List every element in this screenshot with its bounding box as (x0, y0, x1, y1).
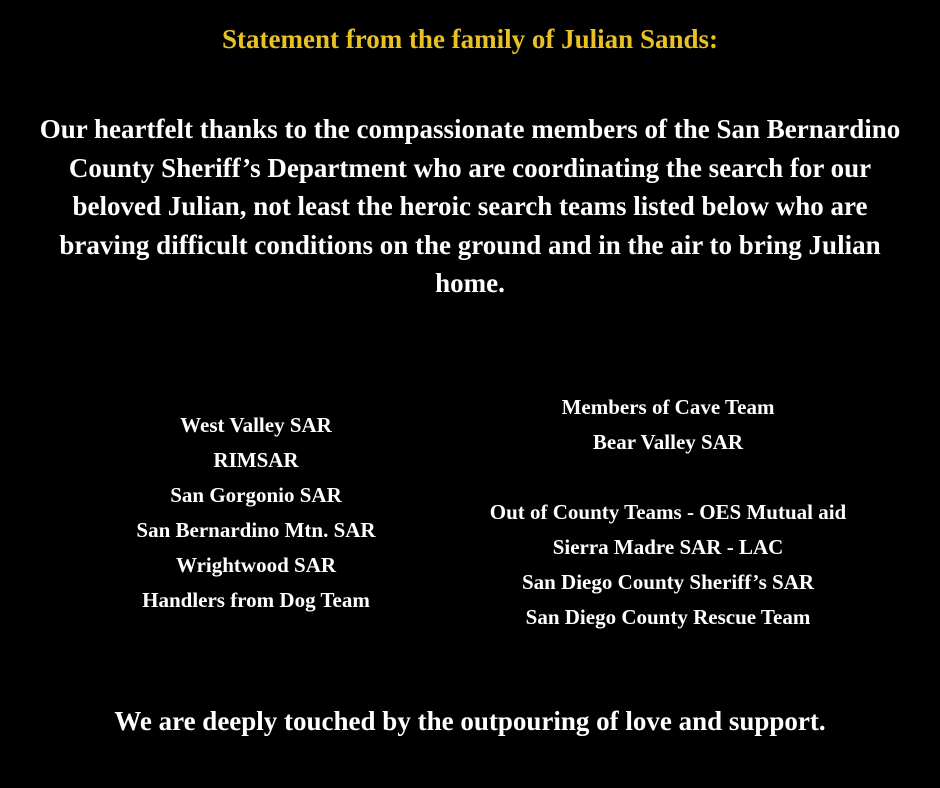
list-spacer (438, 460, 898, 495)
team-item: West Valley SAR (180, 413, 332, 437)
team-item: Wrightwood SAR (175, 553, 337, 577)
intro-paragraph: Our heartfelt thanks to the compassionate members of the San Bernardino County Sheriff’s Department who are coordinating the search for our beloved Julian, not least the heroic search teams listed below who are braving difficult conditions on the ground and in the air to bring Julian home. (39, 114, 901, 298)
team-item: San Gorgonio SAR (170, 483, 342, 507)
team-group-heading: Out of County Teams - OES Mutual aid (489, 500, 847, 524)
team-item: Handlers from Dog Team (142, 588, 370, 612)
statement-title: Statement from the family of Julian Sands: (222, 24, 718, 54)
team-item: RIMSAR (213, 448, 299, 472)
right-team-list (438, 390, 898, 635)
team-item: San Diego County Sheriff’s SAR (521, 570, 815, 594)
team-item: San Diego County Rescue Team (525, 605, 811, 629)
closing-statement: We are deeply touched by the outpouring of love and support. (114, 706, 826, 736)
team-item: Sierra Madre SAR - LAC (552, 535, 784, 559)
team-item: San Bernardino Mtn. SAR (136, 518, 376, 542)
team-item: Bear Valley SAR (592, 430, 744, 454)
left-team-list (86, 408, 426, 618)
team-item: Members of Cave Team (561, 395, 775, 419)
